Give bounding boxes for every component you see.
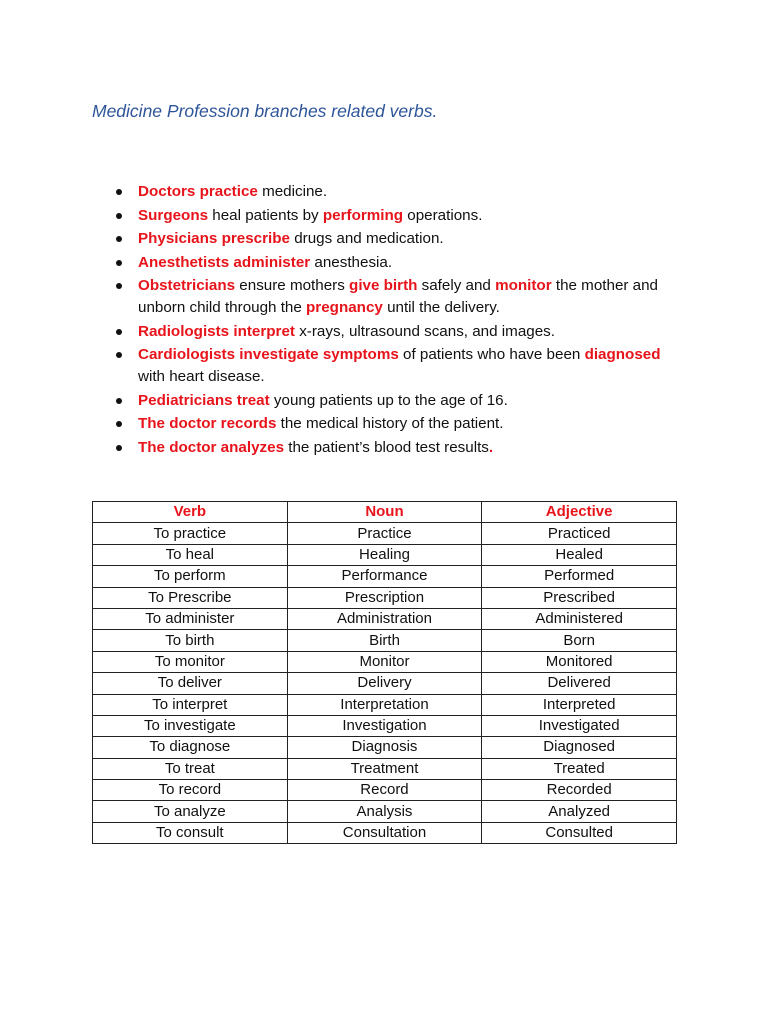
verb-cell: To consult — [93, 822, 288, 843]
noun-cell: Investigation — [287, 715, 482, 736]
header-verb: Verb — [93, 502, 288, 523]
highlighted-term: diagnosed — [584, 346, 661, 363]
highlighted-term: The doctor records — [138, 415, 277, 432]
adjective-cell: Administered — [482, 608, 677, 629]
highlighted-term: Doctors practice — [138, 183, 258, 200]
noun-cell: Birth — [287, 630, 482, 651]
bullet-dot-icon — [116, 445, 122, 451]
highlighted-term: . — [488, 438, 494, 456]
table-row — [93, 737, 677, 758]
bullet-item — [106, 205, 686, 227]
bullet-text: the patient’s blood test results — [284, 438, 489, 456]
table-row — [93, 630, 677, 651]
highlighted-term: The doctor analyzes — [138, 438, 285, 456]
bullet-text: anesthesia. — [310, 253, 393, 271]
highlighted-term: monitor — [495, 277, 552, 294]
adjective-cell: Performed — [482, 566, 677, 587]
adjective-cell: Prescribed — [482, 587, 677, 608]
highlighted-term: Anesthetists administer — [138, 253, 311, 271]
verb-cell: To administer — [93, 608, 288, 629]
bullet-item — [106, 181, 686, 203]
adjective-cell: Diagnosed — [482, 737, 677, 758]
page-title: Medicine Profession branches related verbs. — [92, 101, 438, 121]
bullet-item — [106, 344, 686, 388]
bullet-text: x-rays, ultrasound scans, and images. — [294, 322, 555, 340]
bullet-dot-icon — [116, 189, 122, 195]
bullet-dot-icon — [116, 236, 122, 242]
bullet-text: the medical history of the patient. — [276, 415, 504, 432]
bullet-dot-icon — [116, 398, 122, 404]
noun-cell: Practice — [287, 523, 482, 544]
table-row — [93, 780, 677, 801]
noun-cell: Analysis — [287, 801, 482, 822]
verb-cell: To practice — [93, 523, 288, 544]
adjective-cell: Practiced — [482, 523, 677, 544]
verb-cell: To heal — [93, 544, 288, 565]
adjective-cell: Treated — [482, 758, 677, 779]
bullet-dot-icon — [116, 283, 122, 289]
table-row — [93, 587, 677, 608]
verb-table — [92, 501, 677, 844]
table-row — [93, 694, 677, 715]
bullet-dot-icon — [116, 213, 122, 219]
table-row — [93, 673, 677, 694]
highlighted-term: Surgeons — [138, 206, 209, 224]
verb-cell: To analyze — [93, 801, 288, 822]
highlighted-term: Radiologists interpret — [138, 322, 295, 340]
bullet-dot-icon — [116, 329, 122, 335]
header-adjective: Adjective — [482, 502, 677, 523]
verb-cell: To Prescribe — [93, 587, 288, 608]
bullet-text: drugs and medication. — [289, 230, 444, 247]
adjective-cell: Recorded — [482, 780, 677, 801]
adjective-cell: Delivered — [482, 673, 677, 694]
bullet-item — [106, 390, 686, 412]
bullet-item — [106, 413, 686, 435]
noun-cell: Diagnosis — [287, 737, 482, 758]
bullet-text: until the delivery. — [382, 299, 500, 316]
adjective-cell: Consulted — [482, 822, 677, 843]
table-row — [93, 758, 677, 779]
noun-cell: Delivery — [287, 673, 482, 694]
bullet-list — [106, 181, 686, 460]
verb-cell: To perform — [93, 566, 288, 587]
table-row — [93, 651, 677, 672]
noun-cell: Prescription — [287, 587, 482, 608]
highlighted-term: give birth — [349, 277, 418, 294]
bullet-text: ensure mothers — [235, 277, 350, 294]
bullet-text: of patients who have been — [398, 346, 585, 363]
bullet-dot-icon — [116, 352, 122, 358]
bullet-dot-icon — [116, 260, 122, 266]
table-row — [93, 544, 677, 565]
noun-cell: Interpretation — [287, 694, 482, 715]
bullet-text: operations. — [403, 206, 483, 224]
verb-cell: To investigate — [93, 715, 288, 736]
highlighted-term: Pediatricians treat — [138, 391, 270, 409]
table-row — [93, 822, 677, 843]
highlighted-term: Physicians prescribe — [138, 230, 290, 247]
table-header — [93, 502, 677, 523]
table-row — [93, 801, 677, 822]
highlighted-term: performing — [322, 206, 404, 224]
highlighted-term: pregnancy — [306, 299, 383, 316]
table-row — [93, 566, 677, 587]
bullet-dot-icon — [116, 421, 122, 427]
noun-cell: Performance — [287, 566, 482, 587]
noun-cell: Consultation — [287, 822, 482, 843]
table-row — [93, 523, 677, 544]
highlighted-term: Obstetricians — [138, 277, 236, 294]
noun-cell: Treatment — [287, 758, 482, 779]
verb-cell: To diagnose — [93, 737, 288, 758]
bullet-text: the mother and unborn child through the — [138, 277, 659, 316]
adjective-cell: Born — [482, 630, 677, 651]
bullet-item — [106, 321, 686, 343]
adjective-cell: Monitored — [482, 651, 677, 672]
verb-cell: To treat — [93, 758, 288, 779]
highlighted-term: Cardiologists investigate symptoms — [138, 346, 399, 363]
bullet-text: medicine. — [257, 183, 328, 200]
adjective-cell: Healed — [482, 544, 677, 565]
table-row — [93, 715, 677, 736]
bullet-item — [106, 437, 686, 459]
adjective-cell: Analyzed — [482, 801, 677, 822]
verb-cell: To birth — [93, 630, 288, 651]
bullet-item — [106, 252, 686, 274]
bullet-text: with heart disease. — [138, 368, 265, 385]
adjective-cell: Investigated — [482, 715, 677, 736]
bullet-item — [106, 275, 686, 319]
bullet-text: heal patients by — [208, 206, 323, 224]
adjective-cell: Interpreted — [482, 694, 677, 715]
verb-cell: To deliver — [93, 673, 288, 694]
header-noun: Noun — [287, 502, 482, 523]
bullet-text: safely and — [417, 277, 496, 294]
noun-cell: Administration — [287, 608, 482, 629]
table-body — [93, 523, 677, 844]
verb-cell: To interpret — [93, 694, 288, 715]
bullet-item — [106, 228, 686, 250]
table-header-row — [93, 502, 677, 523]
noun-cell: Monitor — [287, 651, 482, 672]
noun-cell: Record — [287, 780, 482, 801]
bullet-text: young patients up to the age of 16. — [269, 391, 508, 409]
verb-cell: To monitor — [93, 651, 288, 672]
noun-cell: Healing — [287, 544, 482, 565]
verb-cell: To record — [93, 780, 288, 801]
table-row — [93, 608, 677, 629]
